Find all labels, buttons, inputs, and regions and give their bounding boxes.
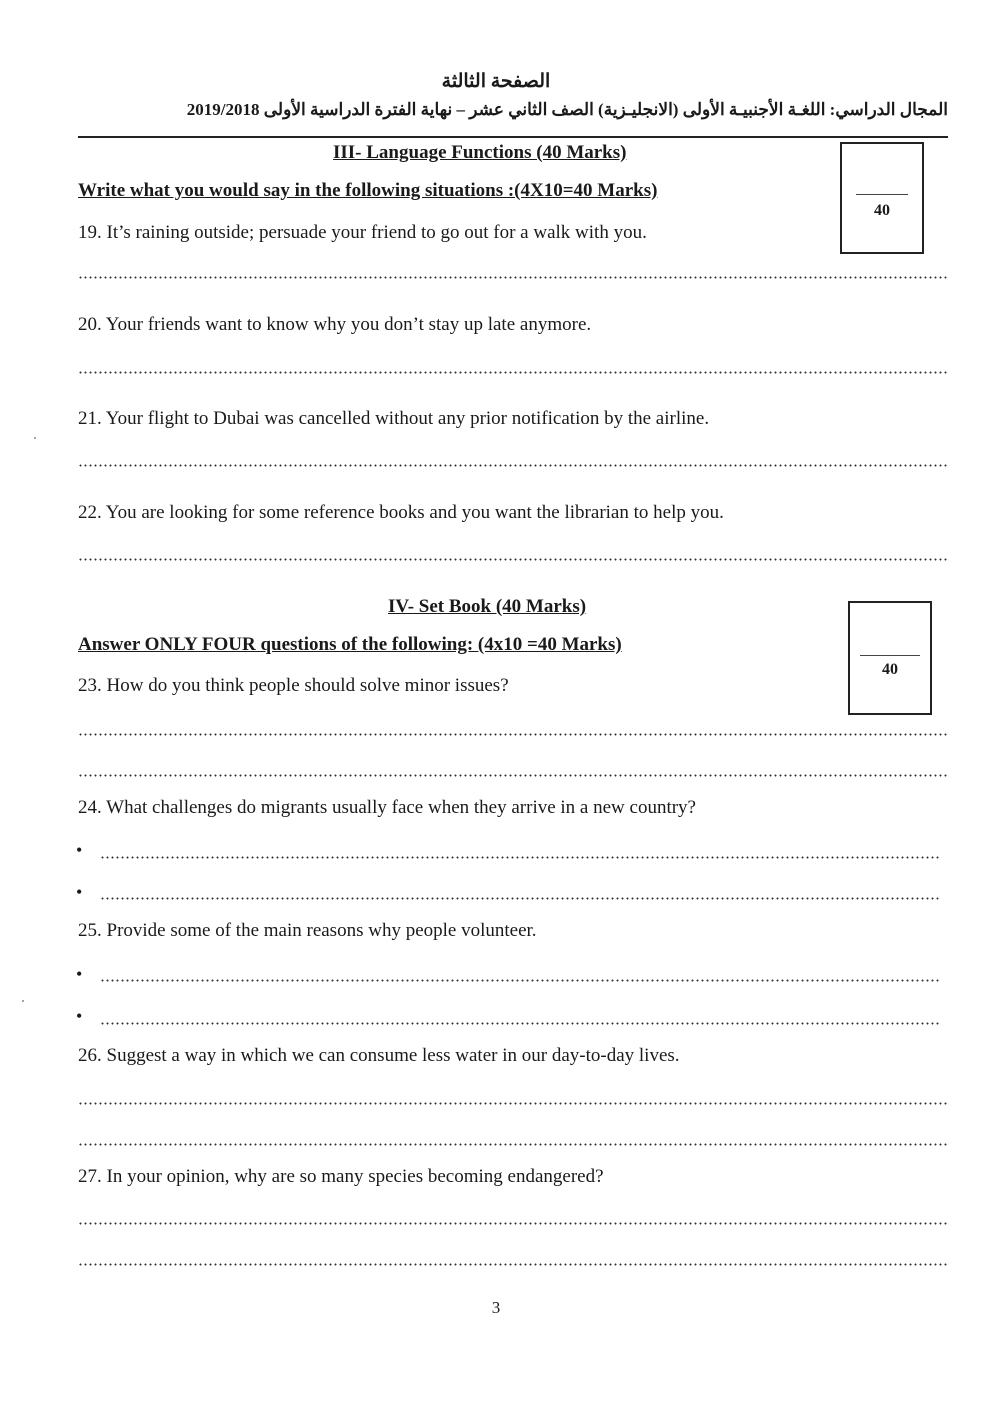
bullet-25b: •	[76, 1006, 83, 1026]
question-25: 25. Provide some of the main reasons why people volunteer.	[78, 920, 537, 941]
answer-line-24b[interactable]	[100, 897, 940, 900]
question-24: 24. What challenges do migrants usually face when they arrive in a new country?	[78, 797, 696, 818]
header-divider	[78, 136, 948, 138]
section-4-mark-box	[848, 601, 932, 715]
bullet-24a: •	[76, 840, 83, 860]
section-3-title: III- Language Functions (40 Marks)	[333, 142, 627, 163]
section-4-instruction: Answer ONLY FOUR questions of the following: (4x10 =40 Marks)	[78, 634, 622, 655]
page-title: الصفحة الثالثة	[441, 71, 551, 92]
bullet-24b: •	[76, 882, 83, 902]
question-26: 26. Suggest a way in which we can consume less water in our day-to-day lives.	[78, 1045, 680, 1066]
answer-line-19[interactable]	[78, 276, 948, 279]
answer-line-20[interactable]	[78, 371, 948, 374]
page-number: 3	[491, 1298, 501, 1317]
answer-line-21[interactable]	[78, 464, 948, 467]
question-19: 19. It’s raining outside; persuade your friend to go out for a walk with you.	[78, 222, 647, 243]
subject-header: المجال الدراسي: اللغـة الأجنبيـة الأولى (الانجليـزية) الصف الثاني عشر – نهاية الفترة الدراسية الأولى 2019/2018	[186, 100, 948, 119]
section-3-instruction: Write what you would say in the following situations :(4X10=40 Marks)	[78, 180, 658, 201]
answer-line-26b[interactable]	[78, 1143, 948, 1146]
answer-line-27b[interactable]	[78, 1263, 948, 1266]
mark-box-total: 40	[874, 202, 890, 219]
question-21: 21. Your flight to Dubai was cancelled without any prior notification by the airline.	[78, 408, 710, 429]
answer-line-23a[interactable]	[78, 733, 948, 736]
question-20: 20. Your friends want to know why you don’t stay up late anymore.	[78, 314, 592, 335]
answer-line-23b[interactable]	[78, 774, 948, 777]
question-23: 23. How do you think people should solve minor issues?	[78, 675, 509, 696]
answer-line-26a[interactable]	[78, 1102, 948, 1105]
answer-line-24a[interactable]	[100, 856, 940, 859]
section-4-title: IV- Set Book (40 Marks)	[388, 596, 587, 617]
bullet-25a: •	[76, 964, 83, 984]
mark-box-rule	[860, 655, 920, 656]
scan-speck	[34, 437, 36, 439]
question-22: 22. You are looking for some reference books and you want the librarian to help you.	[78, 502, 724, 523]
answer-line-25b[interactable]	[100, 1022, 940, 1025]
scan-speck	[22, 1000, 24, 1002]
answer-line-25a[interactable]	[100, 979, 940, 982]
question-27: 27. In your opinion, why are so many species becoming endangered?	[78, 1166, 604, 1187]
mark-box-total: 40	[882, 661, 898, 678]
answer-line-22[interactable]	[78, 558, 948, 561]
section-3-mark-box	[840, 142, 924, 254]
answer-line-27a[interactable]	[78, 1222, 948, 1225]
mark-box-rule	[856, 194, 908, 195]
